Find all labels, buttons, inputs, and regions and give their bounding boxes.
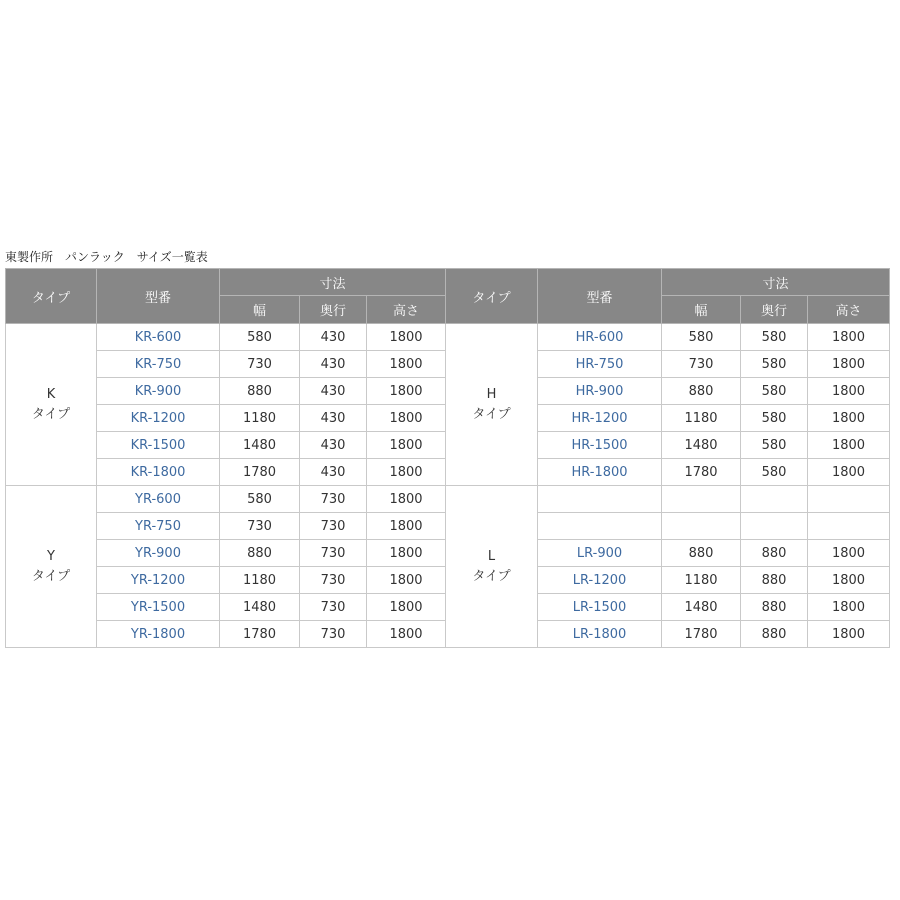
width-cell: 1180	[220, 567, 300, 594]
height-cell: 1800	[808, 540, 890, 567]
type-code: K	[46, 386, 56, 402]
depth-cell: 730	[300, 513, 367, 540]
depth-cell: 580	[741, 459, 808, 486]
header-model-left: 型番	[97, 269, 220, 324]
model-link[interactable]: YR-750	[135, 518, 181, 534]
width-cell: 730	[662, 351, 741, 378]
header-width-left: 幅	[220, 296, 300, 324]
model-cell	[538, 513, 662, 540]
page-title: 東製作所 パンラック サイズ一覧表	[5, 250, 208, 264]
type-code: Y	[47, 548, 55, 564]
model-cell	[538, 567, 662, 594]
width-cell: 1480	[220, 594, 300, 621]
model-cell	[538, 540, 662, 567]
model-cell	[97, 351, 220, 378]
model-link[interactable]: HR-1200	[571, 410, 628, 426]
height-cell	[808, 486, 890, 513]
width-cell	[662, 513, 741, 540]
width-cell: 880	[662, 540, 741, 567]
header-type-left: タイプ	[6, 269, 97, 324]
depth-cell: 730	[300, 540, 367, 567]
height-cell: 1800	[367, 486, 446, 513]
width-cell: 1480	[220, 432, 300, 459]
model-link[interactable]: KR-1800	[130, 464, 186, 480]
depth-cell: 880	[741, 594, 808, 621]
height-cell: 1800	[367, 459, 446, 486]
depth-cell: 730	[300, 486, 367, 513]
model-link[interactable]: YR-1800	[130, 626, 186, 642]
model-link[interactable]: KR-1500	[130, 437, 186, 453]
height-cell: 1800	[367, 540, 446, 567]
type-suffix: タイプ	[31, 568, 71, 584]
width-cell: 1780	[220, 459, 300, 486]
depth-cell	[741, 513, 808, 540]
table-row	[6, 324, 890, 351]
width-cell: 1780	[662, 621, 741, 648]
width-cell: 1480	[662, 594, 741, 621]
model-cell	[97, 567, 220, 594]
type-suffix: タイプ	[31, 406, 71, 422]
header-dimensions-left: 寸法	[220, 269, 446, 296]
type-code: H	[486, 386, 497, 402]
depth-cell	[741, 486, 808, 513]
header-width-right: 幅	[662, 296, 741, 324]
height-cell: 1800	[367, 513, 446, 540]
model-cell	[97, 594, 220, 621]
model-cell	[538, 351, 662, 378]
model-link[interactable]: LR-900	[576, 545, 623, 561]
height-cell: 1800	[808, 594, 890, 621]
header-type-right: タイプ	[446, 269, 538, 324]
type-suffix: タイプ	[472, 568, 511, 584]
model-cell	[538, 378, 662, 405]
table-row	[6, 486, 890, 513]
width-cell: 1180	[662, 405, 741, 432]
model-link[interactable]: LR-1500	[572, 599, 627, 615]
model-cell	[538, 324, 662, 351]
height-cell: 1800	[367, 594, 446, 621]
model-link[interactable]: HR-1800	[571, 464, 628, 480]
width-cell: 880	[220, 540, 300, 567]
height-cell: 1800	[808, 432, 890, 459]
model-cell	[97, 513, 220, 540]
header-height-right: 高さ	[808, 296, 890, 324]
width-cell: 880	[662, 378, 741, 405]
depth-cell: 880	[741, 540, 808, 567]
depth-cell: 430	[300, 324, 367, 351]
model-link[interactable]: KR-1200	[130, 410, 186, 426]
width-cell: 730	[220, 351, 300, 378]
width-cell: 580	[220, 324, 300, 351]
model-link[interactable]: LR-1800	[572, 626, 627, 642]
height-cell	[808, 513, 890, 540]
size-table	[5, 268, 890, 648]
width-cell: 730	[220, 513, 300, 540]
header-depth-left: 奥行	[300, 296, 367, 324]
table-body	[6, 324, 890, 648]
depth-cell: 730	[300, 621, 367, 648]
width-cell: 1780	[662, 459, 741, 486]
width-cell: 1780	[220, 621, 300, 648]
model-cell	[538, 459, 662, 486]
height-cell: 1800	[367, 324, 446, 351]
depth-cell: 430	[300, 405, 367, 432]
model-cell	[538, 594, 662, 621]
width-cell: 580	[220, 486, 300, 513]
depth-cell: 580	[741, 432, 808, 459]
height-cell: 1800	[808, 459, 890, 486]
depth-cell: 880	[741, 621, 808, 648]
depth-cell: 430	[300, 432, 367, 459]
depth-cell: 730	[300, 594, 367, 621]
model-link[interactable]: YR-900	[135, 545, 181, 561]
height-cell: 1800	[808, 351, 890, 378]
model-cell	[538, 486, 662, 513]
model-link[interactable]: HR-750	[575, 356, 624, 372]
width-cell: 580	[662, 324, 741, 351]
type-suffix: タイプ	[472, 406, 511, 422]
height-cell: 1800	[367, 405, 446, 432]
model-link[interactable]: HR-1500	[571, 437, 628, 453]
header-height-left: 高さ	[367, 296, 446, 324]
type-cell-left	[6, 324, 97, 486]
depth-cell: 580	[741, 324, 808, 351]
height-cell: 1800	[808, 405, 890, 432]
model-cell	[97, 540, 220, 567]
width-cell: 1480	[662, 432, 741, 459]
type-cell-left	[6, 486, 97, 648]
depth-cell: 580	[741, 405, 808, 432]
height-cell: 1800	[367, 432, 446, 459]
type-cell-right	[446, 324, 538, 486]
type-code: L	[487, 548, 496, 564]
model-cell	[97, 405, 220, 432]
depth-cell: 430	[300, 351, 367, 378]
model-link[interactable]: YR-1200	[130, 572, 186, 588]
model-cell	[538, 405, 662, 432]
depth-cell: 430	[300, 378, 367, 405]
header-row	[6, 269, 890, 296]
width-cell: 1180	[220, 405, 300, 432]
height-cell: 1800	[808, 324, 890, 351]
model-link[interactable]: LR-1200	[572, 572, 627, 588]
depth-cell: 880	[741, 567, 808, 594]
model-cell	[97, 432, 220, 459]
model-cell	[97, 378, 220, 405]
model-cell	[538, 621, 662, 648]
height-cell: 1800	[808, 378, 890, 405]
model-cell	[97, 324, 220, 351]
header-dimensions-right: 寸法	[662, 269, 890, 296]
model-link[interactable]: HR-600	[575, 329, 624, 345]
model-link[interactable]: KR-600	[134, 329, 182, 345]
model-link[interactable]: HR-900	[575, 383, 624, 399]
height-cell: 1800	[367, 621, 446, 648]
model-cell	[97, 486, 220, 513]
depth-cell: 580	[741, 351, 808, 378]
height-cell: 1800	[808, 621, 890, 648]
model-cell	[538, 432, 662, 459]
width-cell: 880	[220, 378, 300, 405]
depth-cell: 580	[741, 378, 808, 405]
model-cell	[97, 459, 220, 486]
width-cell	[662, 486, 741, 513]
depth-cell: 730	[300, 567, 367, 594]
height-cell: 1800	[808, 567, 890, 594]
model-link[interactable]: YR-1500	[130, 599, 186, 615]
model-cell	[97, 621, 220, 648]
header-depth-right: 奥行	[741, 296, 808, 324]
header-model-right: 型番	[538, 269, 662, 324]
height-cell: 1800	[367, 351, 446, 378]
height-cell: 1800	[367, 378, 446, 405]
depth-cell: 430	[300, 459, 367, 486]
height-cell: 1800	[367, 567, 446, 594]
type-cell-right	[446, 486, 538, 648]
model-link[interactable]: KR-750	[134, 356, 182, 372]
width-cell: 1180	[662, 567, 741, 594]
model-link[interactable]: YR-600	[135, 491, 181, 507]
model-link[interactable]: KR-900	[134, 383, 182, 399]
